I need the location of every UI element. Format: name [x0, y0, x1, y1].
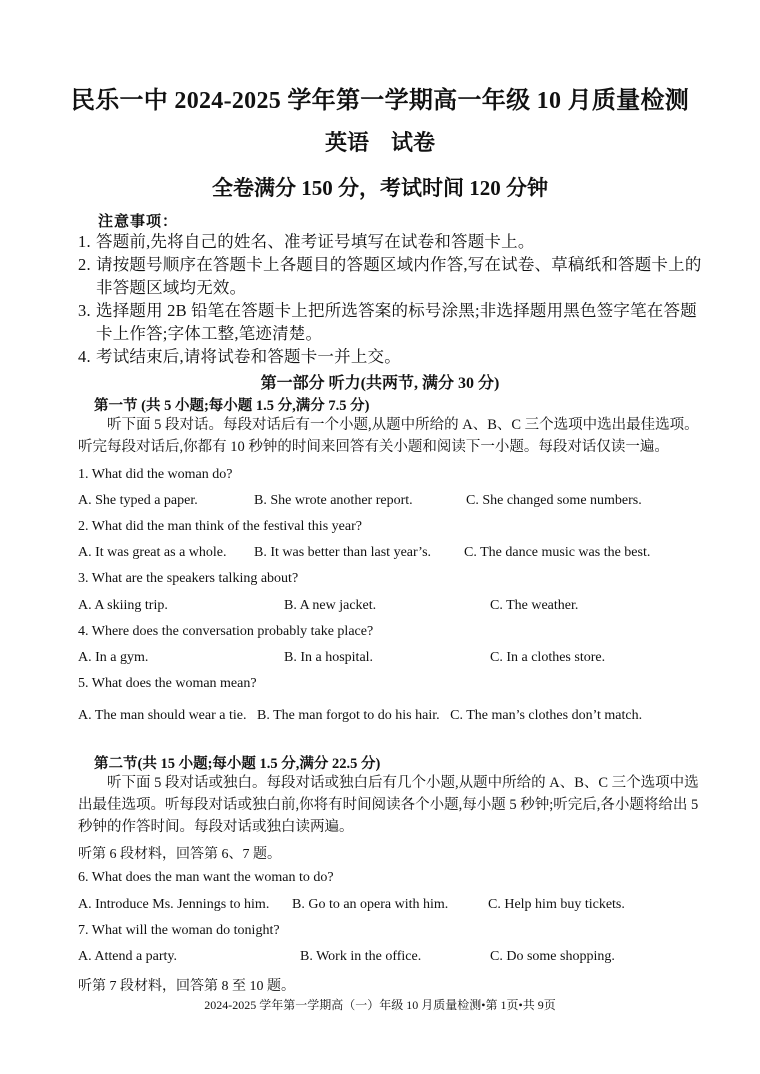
option-b: B. Work in the office. — [300, 949, 422, 964]
option-c: C. The man’s clothes don’t match. — [450, 708, 643, 723]
option-c: C. The dance music was the best. — [464, 545, 651, 560]
page-footer: 2024-2025 学年第一学期高（一）年级 10 月质量检测•第 1页•共 9页 — [204, 998, 556, 1012]
option-c: C. Help him buy tickets. — [488, 897, 625, 912]
note-item: 4. 考试结束后,请将试卷和答题卡一并上交。 — [78, 347, 401, 366]
options-2 — [78, 545, 700, 565]
section1-title: 第一节 (共 5 小题;每小题 1.5 分,满分 7.5 分) — [94, 398, 370, 414]
note-item: 2. 请按题号顺序在答题卡上各题目的答题区域内作答,写在试卷、草稿纸和答题卡上的非答题区域均无效。 — [78, 255, 702, 297]
material-6-note: 听第 6 段材料，回答第 6、7 题。 — [78, 847, 281, 862]
options-6 — [78, 897, 700, 917]
option-c: C. Do some shopping. — [490, 949, 615, 964]
exam-subtitle — [0, 126, 760, 157]
exam-title: 民乐一中 2024-2025 学年第一学期高一年级 10 月质量检测 — [70, 88, 690, 114]
notes-list — [78, 230, 702, 368]
question-6: 6. What does the man want the woman to do? — [78, 870, 334, 885]
option-b: B. She wrote another report. — [254, 493, 413, 508]
question-5: 5. What does the woman mean? — [78, 676, 257, 691]
section2-title: 第二节(共 15 小题;每小题 1.5 分,满分 22.5 分) — [94, 756, 381, 772]
note-item: 1. 答题前,先将自己的姓名、准考证号填写在试卷和答题卡上。 — [78, 232, 535, 251]
option-b: B. In a hospital. — [284, 650, 374, 665]
paper-label: 试卷 — [391, 130, 436, 155]
score-time: 全卷满分 150 分，考试时间 120 分钟 — [212, 176, 548, 200]
option-a: A. In a gym. — [78, 650, 149, 665]
question-2: 2. What did the man think of the festival this year? — [78, 519, 362, 534]
option-b: B. The man forgot to do his hair. — [256, 708, 440, 723]
options-5 — [78, 702, 700, 729]
part1-title: 第一部分 听力(共两节, 满分 30 分) — [260, 375, 500, 392]
options-4 — [78, 650, 700, 670]
option-b: B. It was better than last year’s. — [254, 545, 432, 560]
section1-instructions: 听下面 5 段对话。每段对话后有一个小题,从题中所给的 A、B、C 三个选项中选出最佳选项。听完每段对话后,你都有 10 秒钟的时间来回答有关小题和阅读下一小题。每段对话仅读一遍。 — [78, 417, 699, 455]
note-item: 3. 选择题用 2B 铅笔在答题卡上把所选答案的标号涂黑;非选择题用黑色签字笔在答题卡上作答;字体工整,笔迹清楚。 — [78, 301, 697, 343]
options-3 — [78, 598, 700, 618]
option-b: B. A new jacket. — [284, 598, 377, 613]
question-3: 3. What are the speakers talking about? — [78, 571, 299, 586]
option-c: C. In a clothes store. — [490, 650, 606, 665]
option-a: A. She typed a paper. — [78, 493, 198, 508]
option-b: B. Go to an opera with him. — [292, 897, 449, 912]
options-1 — [78, 493, 700, 513]
subject-label: 英语 — [324, 130, 369, 155]
option-a: A. The man should wear a tie. — [78, 708, 247, 723]
option-a: A. It was great as a whole. — [78, 545, 227, 560]
question-4: 4. Where does the conversation probably take place? — [78, 624, 374, 639]
option-a: A. A skiing trip. — [78, 598, 168, 613]
notes-heading: 注意事项： — [98, 214, 179, 230]
option-a: A. Attend a party. — [78, 949, 178, 964]
question-1: 1. What did the woman do? — [78, 467, 233, 482]
question-7: 7. What will the woman do tonight? — [78, 923, 280, 938]
material-7-note: 听第 7 段材料，回答第 8 至 10 题。 — [78, 979, 295, 994]
option-c: C. The weather. — [490, 598, 579, 613]
section2-instructions: 听下面 5 段对话或独白。每段对话或独白后有几个小题,从题中所给的 A、B、C 三个选项中选出最佳选项。听每段对话或独白前,你将有时间阅读各个小题,每小题 5 秒钟;听完后,各小题将给出 5 秒钟的作答时间。每段对话或独白读两遍。 — [78, 775, 699, 835]
option-a: A. Introduce Ms. Jennings to him. — [78, 897, 270, 912]
option-c: C. She changed some numbers. — [466, 493, 642, 508]
options-7 — [78, 949, 700, 969]
